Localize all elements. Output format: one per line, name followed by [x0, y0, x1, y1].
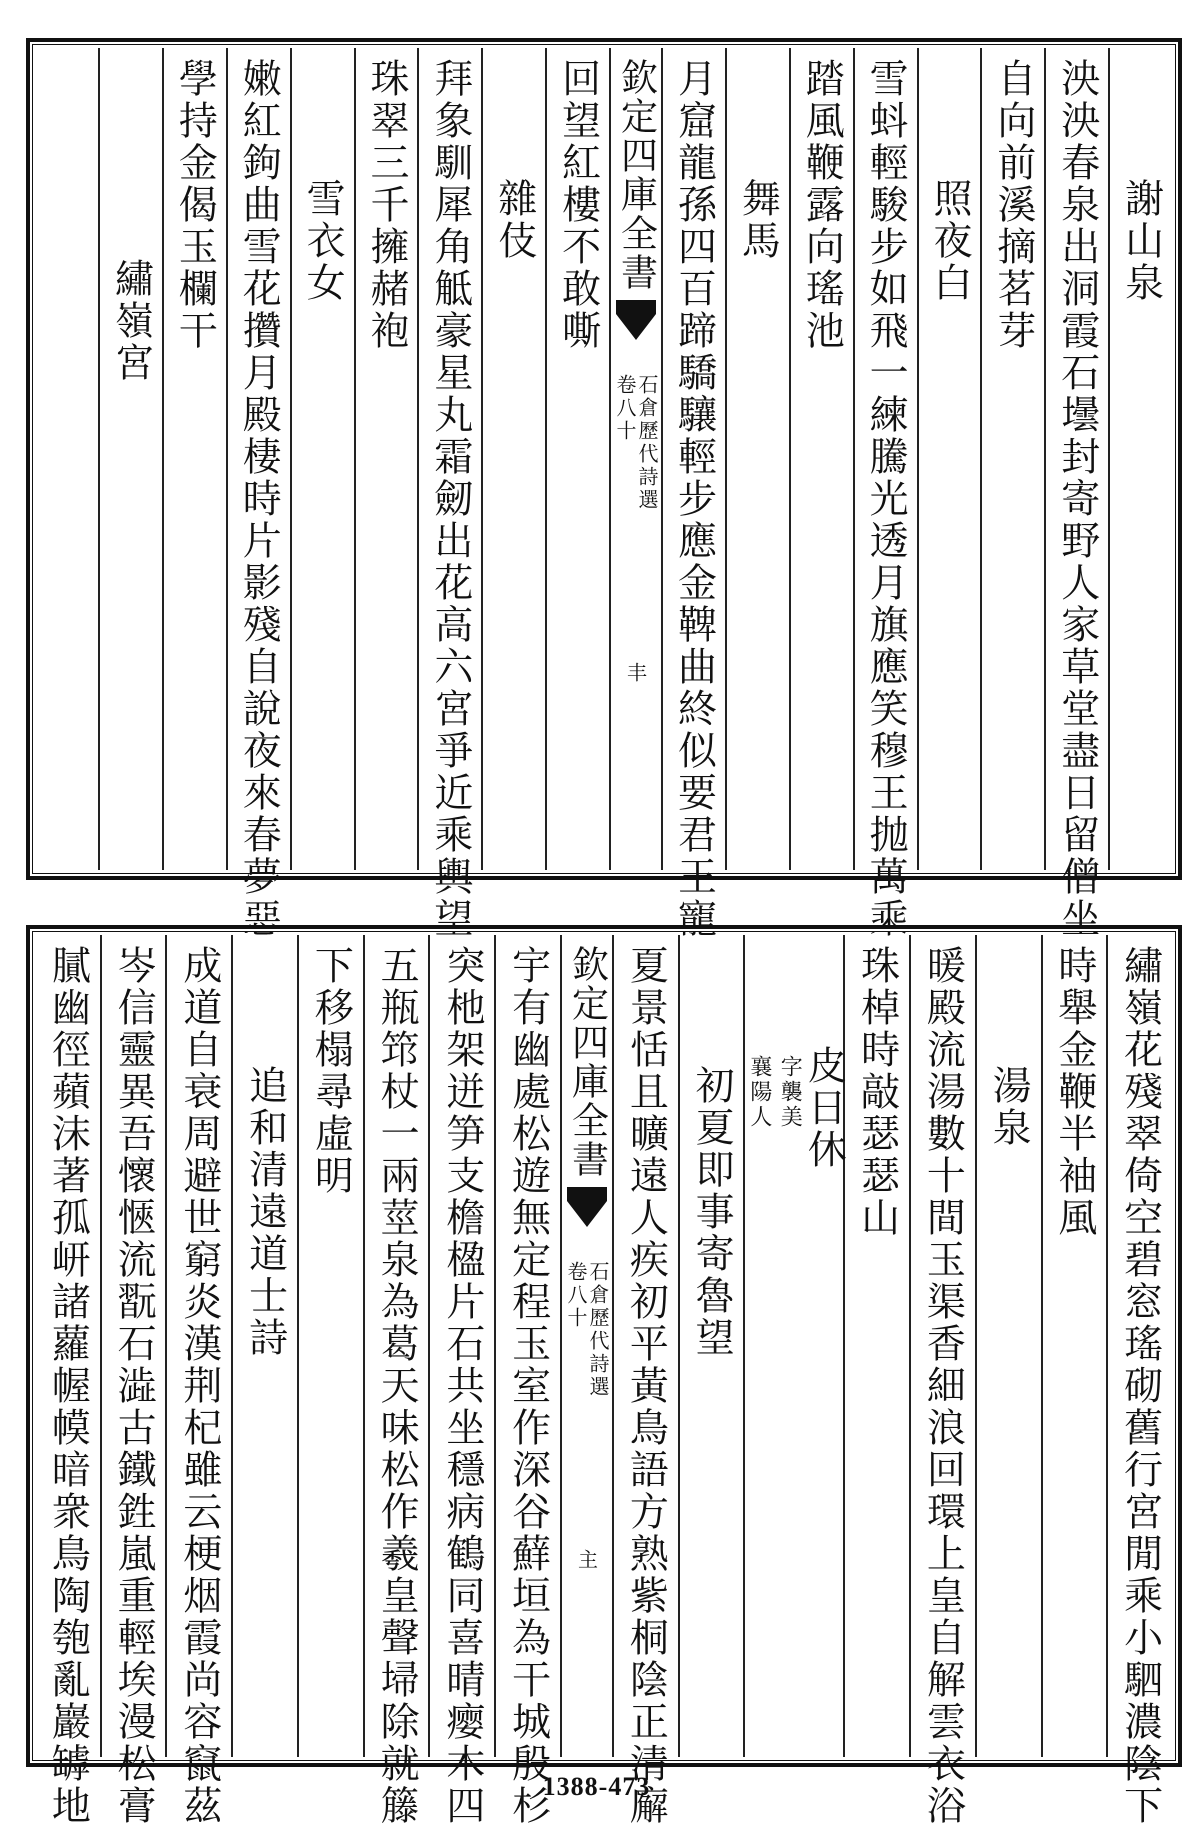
- verse-text: 突杝架迸笋支檐楹片石共坐穩病鶴同喜晴瘿木四: [439, 945, 485, 1827]
- text-column: [297, 935, 363, 1757]
- poem-title: 追和清遠道士詩: [242, 1065, 288, 1359]
- verse-text: 繡嶺花殘翠倚空碧窓瑤砌舊行宮閒乘小駟濃陰下: [1117, 945, 1163, 1827]
- text-column: [290, 48, 354, 870]
- text-column: [789, 48, 853, 870]
- poem-title: 雜伎: [491, 178, 537, 262]
- text-column: [1044, 48, 1108, 940]
- text-column: [678, 935, 744, 1757]
- verse-text: 暖殿流湯數十間玉渠香細浪回環上皇自解雲衣浴: [920, 945, 966, 1827]
- text-column: [354, 48, 418, 870]
- text-column: [481, 48, 545, 870]
- text-column: [917, 48, 981, 870]
- text-column: [494, 935, 560, 1827]
- verse-text: 泱泱春泉出洞霞石壜封寄野人家草堂盡日留僧坐: [1054, 58, 1100, 940]
- text-column: [661, 48, 725, 940]
- center-spine: [560, 935, 612, 1757]
- fishtail-mark-icon: [616, 300, 656, 360]
- verse-text: 珠翠三千擁赭袍: [363, 58, 409, 352]
- center-spine: [609, 48, 661, 870]
- text-column: [725, 48, 789, 870]
- author-note: 字襲美: [777, 1055, 803, 1130]
- text-column: [226, 48, 290, 940]
- verse-text: 下移榻尋虛明: [308, 945, 354, 1197]
- page-number: 主: [574, 1549, 599, 1569]
- poem-title: 謝山泉: [1118, 178, 1164, 304]
- book-title: 石倉歷代詩選: [585, 1261, 610, 1399]
- text-column: [98, 48, 162, 870]
- top-page-columns: [36, 48, 1172, 940]
- text-column: [363, 935, 429, 1827]
- verse-text: 膩幽徑蘋沫著孤岍諸蘿幄幙暗衆鳥陶匏亂巖罅地: [45, 945, 91, 1827]
- poem-title: 湯泉: [986, 1065, 1032, 1149]
- top-page: [26, 38, 1182, 940]
- verse-text: 岑信靈異吾懷愜流翫石澁古鐵鉎嵐重輕埃漫松膏: [111, 945, 157, 1827]
- verse-text: 時舉金鞭半袖風: [1051, 945, 1097, 1239]
- poem-title: 繡嶺宮: [108, 258, 154, 384]
- fishtail-mark-icon: [567, 1187, 607, 1247]
- text-column: [853, 48, 917, 940]
- poem-title: 雪衣女: [300, 178, 346, 304]
- verse-text: 成道自衰周避世窮炎漢荆杞雖云梗烟霞尚容竄茲: [176, 945, 222, 1827]
- text-column: [843, 935, 909, 1757]
- text-column: [36, 935, 100, 1827]
- text-column: [909, 935, 975, 1827]
- page-number: 丰: [623, 662, 648, 682]
- volume-label: 卷八十: [613, 374, 637, 443]
- text-column: [36, 48, 98, 870]
- text-column: [1106, 935, 1172, 1827]
- author-note: 襄陽人: [746, 1055, 772, 1130]
- text-column: [545, 48, 609, 870]
- verse-text: 月窟龍孫四百蹄驕驤輕步應金鞞曲終似要君王寵: [671, 58, 717, 940]
- poem-title: 初夏即事寄魯望: [689, 1065, 735, 1359]
- verse-text: 宇有幽處松遊無定程玉室作深谷蘚垣為干城殷杉: [505, 945, 551, 1827]
- verse-text: 珠棹時敲瑟瑟山: [854, 945, 900, 1239]
- poem-title: 照夜白: [926, 178, 972, 304]
- library-title: 欽定四庫全書: [565, 945, 609, 1179]
- text-column: [417, 48, 481, 940]
- text-column: [612, 935, 678, 1827]
- text-column: [975, 935, 1041, 1757]
- text-column: [428, 935, 494, 1827]
- verse-text: 拜象馴犀角觝豪星丸霜劒出花高六宮爭近乘輿望: [427, 58, 473, 940]
- text-column: [165, 935, 231, 1827]
- text-column: [743, 935, 847, 1757]
- text-column: [162, 48, 226, 870]
- verse-text: 夏景恬且曠遠人疾初平黃鳥語方熟紫桐陰正清廨: [623, 945, 669, 1827]
- folio-number: 1388-473: [542, 1772, 651, 1801]
- verse-text: 雪蚪輕駿步如飛一練騰光透月旗應笑穆王抛萬乘: [863, 58, 909, 940]
- text-column: [1041, 935, 1107, 1757]
- volume-label: 卷八十: [563, 1261, 588, 1330]
- verse-text: 學持金偈玉欄干: [172, 58, 218, 352]
- verse-text: 回望紅樓不敢嘶: [555, 58, 601, 352]
- book-title: 石倉歷代詩選: [635, 374, 659, 512]
- library-title: 欽定四庫全書: [614, 58, 658, 292]
- verse-text: 自向前溪摘茗芽: [990, 58, 1036, 352]
- text-column: [1108, 48, 1172, 870]
- verse-text: 嫩紅鉤曲雪花攢月殿棲時片影殘自說夜來春夢惡: [236, 58, 282, 940]
- author-block: [745, 1045, 847, 1757]
- author-name: 皮日休: [801, 1045, 847, 1171]
- poem-title: 舞馬: [735, 178, 781, 262]
- text-column: [980, 48, 1044, 870]
- text-column: [231, 935, 297, 1757]
- verse-text: 五瓶筇杖一兩莖泉為葛天味松作羲皇聲埽除就籐: [374, 945, 420, 1827]
- verse-text: 踏風鞭露向瑤池: [799, 58, 845, 352]
- text-column: [100, 935, 166, 1827]
